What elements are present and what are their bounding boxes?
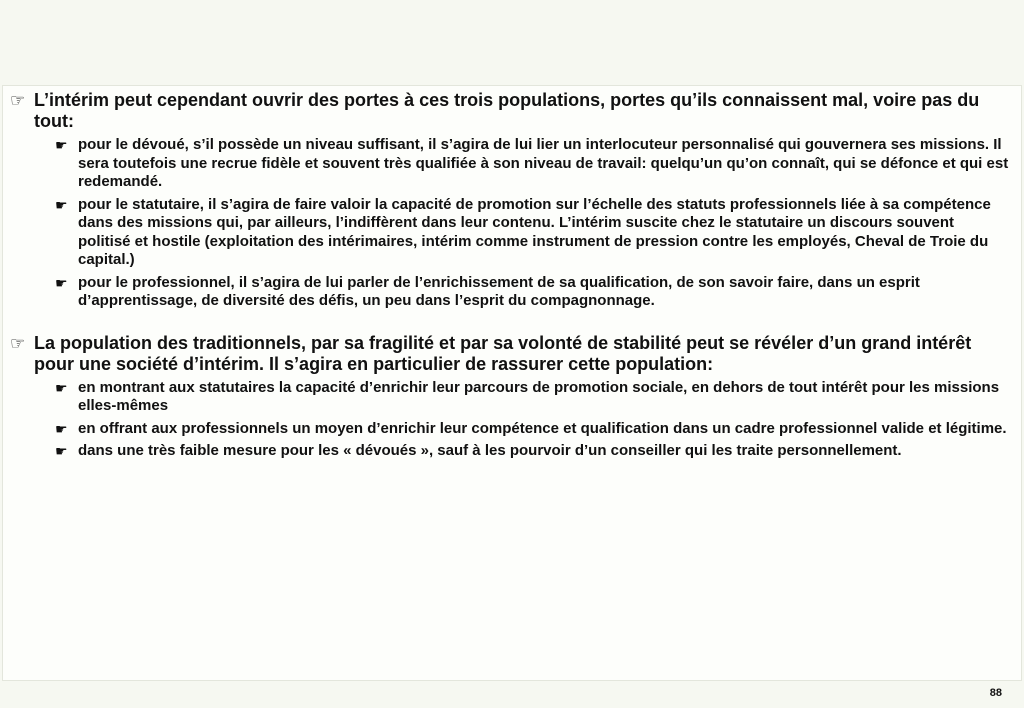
sub-bullet-text: pour le professionnel, il s’agira de lui parler de l’enrichissement de sa qualification, de son savoir faire, dans un esprit d’apprentissage, de diversité des défis, un peu dans l’esprit du compagnonnage. (78, 273, 920, 309)
sub-bullet (55, 379, 1010, 416)
hand-pointing-right-icon: ☞ (10, 333, 26, 353)
black-pointing-hand-icon: ☛ (55, 379, 68, 396)
sub-bullet-text: en offrant aux professionnels un moyen d’enrichir leur compétence et qualification dans un cadre professionnel valide et légitime. (78, 419, 1007, 437)
main-bullet-1 (10, 90, 1010, 132)
sub-bullet (55, 136, 1010, 192)
main-bullet-2 (10, 333, 1010, 375)
main-bullet-text: L’intérim peut cependant ouvrir des portes à ces trois populations, portes qu’ils connaissent mal, voire pas du tout: (34, 90, 980, 131)
sub-bullet-text: pour le statutaire, il s’agira de faire valoir la capacité de promotion sur l’échelle des statuts professionnels liée à sa compétence dans des missions qui, par ailleurs, l’indiffèrent dans leur contenu. L’intérim suscite chez le statutaire un discours souvent politisé et hostile (exploitation des intérimaires, intérim comme instrument de pression contre les employés, Cheval de Troie du capital.) (78, 195, 991, 268)
section-spacer (10, 315, 1010, 333)
page-number: 88 (989, 687, 1002, 699)
black-pointing-hand-icon: ☛ (55, 274, 68, 291)
sub-bullet (55, 274, 1010, 311)
black-pointing-hand-icon: ☛ (55, 196, 68, 213)
sub-bullet-text: pour le dévoué, s’il possède un niveau suffisant, il s’agira de lui lier un interlocuteur personnalisé qui gouvernera ses missions. Il sera toutefois une recrue fidèle et souvent très qualifiée à son niveau de travail: quelqu’un qu’on connaît, qui se défonce et qui est redemandé. (78, 136, 1009, 190)
black-pointing-hand-icon: ☛ (55, 420, 68, 437)
sub-bullet-text: dans une très faible mesure pour les « dévoués », sauf à les pourvoir d’un conseiller qui les traite personnellement. (78, 442, 902, 459)
sub-bullet (55, 420, 1010, 439)
hand-pointing-right-icon: ☞ (10, 91, 26, 110)
sub-bullet (55, 196, 1010, 270)
sub-bullet (55, 442, 1010, 461)
black-pointing-hand-icon: ☛ (55, 137, 68, 153)
sub-bullet-text: en montrant aux statutaires la capacité d’enrichir leur parcours de promotion sociale, en dehors de tout intérêt pour les missions elles-mêmes (78, 378, 1000, 414)
main-bullet-text: La population des traditionnels, par sa fragilité et par sa volonté de stabilité peut se révéler d’un grand intérêt pour une société d’intérim. Il s’agira en particulier de rassurer cette population: (34, 332, 972, 374)
sub-bullet-list-1 (55, 136, 1010, 311)
slide-body (10, 90, 1010, 465)
black-pointing-hand-icon: ☛ (55, 443, 68, 459)
sub-bullet-list-2 (55, 379, 1010, 461)
